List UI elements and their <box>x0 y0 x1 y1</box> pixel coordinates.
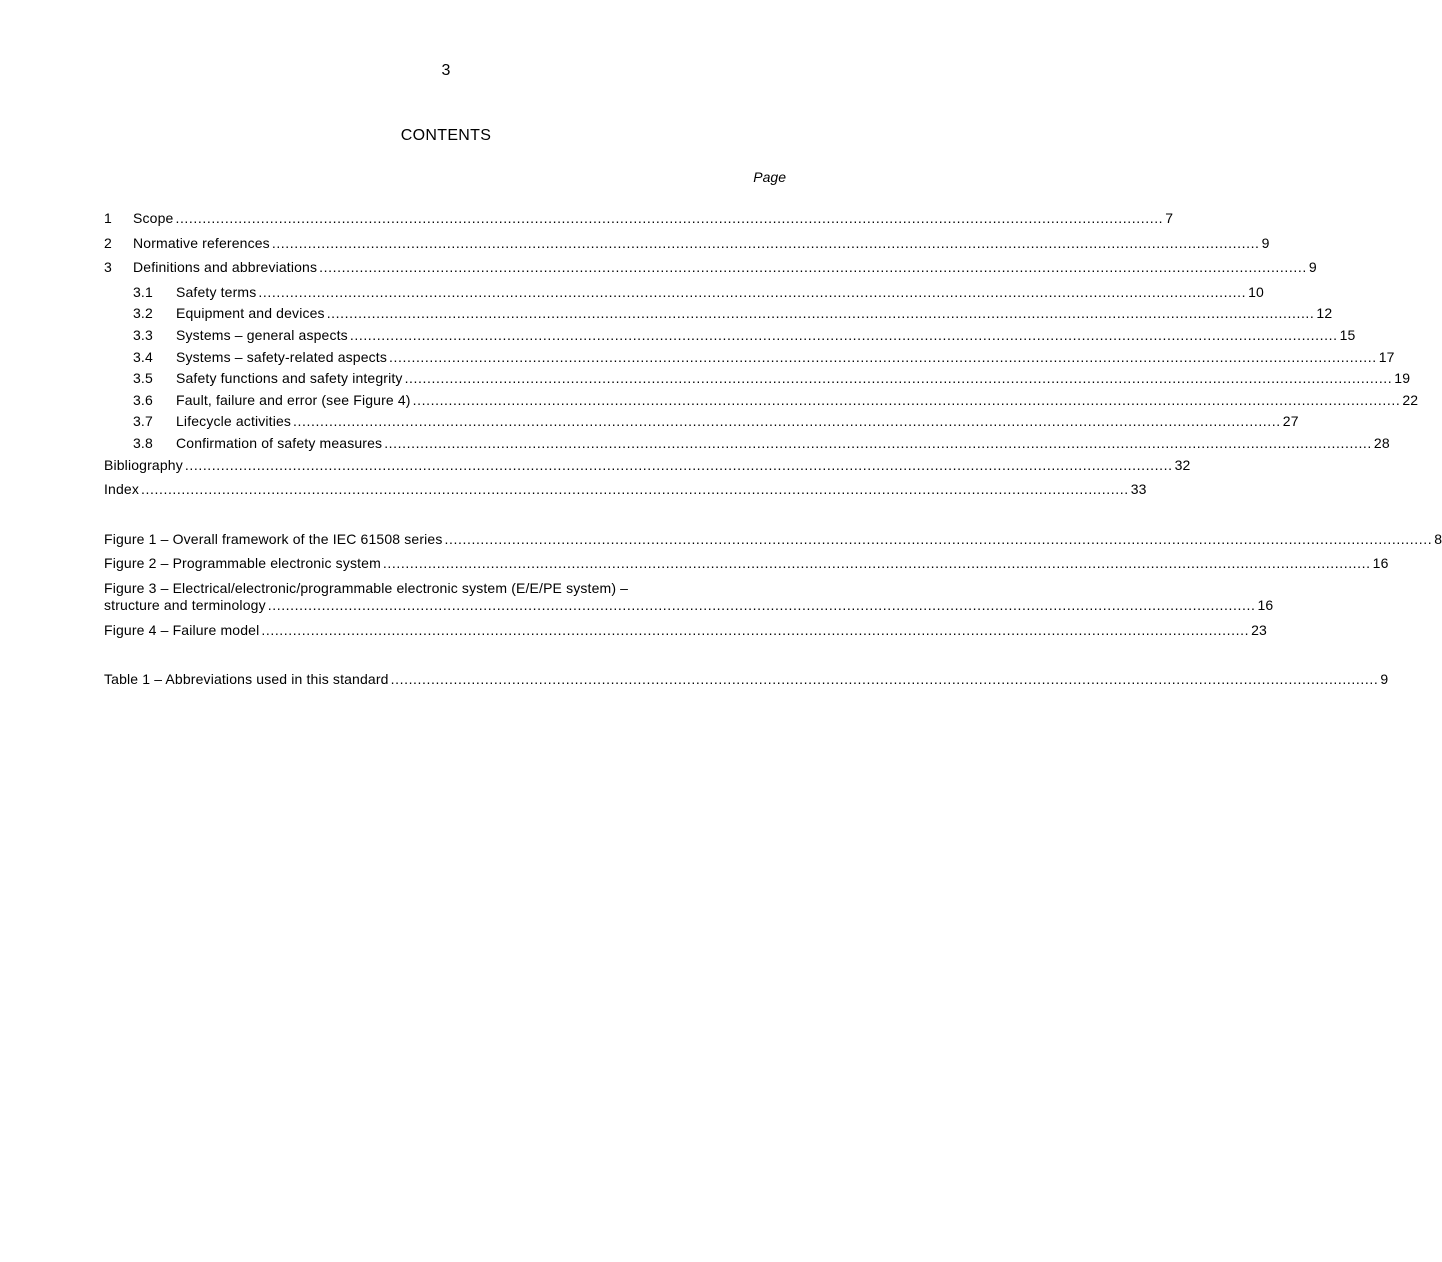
toc-entry-3-2[interactable] <box>133 304 1333 322</box>
dot-leader: ............................................................................................................................................................................................................................ <box>349 327 1338 343</box>
figure-entry-page: 16 <box>1372 555 1389 571</box>
toc-entry-label: Lifecycle activities <box>176 413 292 429</box>
toc-entry-label: Safety terms <box>176 284 257 300</box>
figure-entry-page: 23 <box>1251 622 1267 638</box>
dot-leader: ............................................................................................................................................................................................................................ <box>293 413 1281 429</box>
table-entry-page: 9 <box>1380 671 1389 687</box>
figure-entry-label: structure and terminology <box>104 597 266 613</box>
toc-entry-number: 3.8 <box>133 435 153 451</box>
toc-entry-page: 27 <box>1282 413 1299 429</box>
figure-entry-3[interactable] <box>104 596 1274 614</box>
dot-leader: ............................................................................................................................................................................................................................ <box>444 531 1433 547</box>
table-entry-1[interactable] <box>104 670 1389 688</box>
toc-entry-3-5[interactable] <box>133 369 1411 387</box>
toc-entry-page: 19 <box>1394 370 1411 386</box>
toc-entry-page: 28 <box>1373 435 1390 451</box>
toc-entry-number: 3.3 <box>133 327 153 343</box>
dot-leader: ............................................................................................................................................................................................................................ <box>141 481 1129 497</box>
toc-entry-page: 7 <box>1165 210 1174 226</box>
dot-leader: ............................................................................................................................................................................................................................ <box>326 305 1315 321</box>
dot-leader: ............................................................................................................................................................................................................................ <box>271 235 1260 251</box>
toc-entry-number: 3.2 <box>133 305 153 321</box>
dot-leader: ............................................................................................................................................................................................................................ <box>390 671 1379 687</box>
toc-entry-page: 12 <box>1316 305 1333 321</box>
dot-leader: ............................................................................................................................................................................................................................ <box>267 597 1256 613</box>
figure-entry-label: Figure 1 – Overall framework of the IEC 61508 series <box>104 531 443 547</box>
toc-entry-number: 2 <box>104 235 112 251</box>
toc-entry-label: Systems – safety-related aspects <box>176 349 387 365</box>
toc-entry-label: Fault, failure and error (see Figure 4) <box>176 392 411 408</box>
dot-leader: ............................................................................................................................................................................................................................ <box>258 284 1247 300</box>
figure-entry-4[interactable] <box>104 621 1267 639</box>
page-column-label: Page <box>753 169 786 185</box>
toc-entry-page: 9 <box>1261 235 1270 251</box>
dot-leader: ............................................................................................................................................................................................................................ <box>261 622 1250 638</box>
dot-leader: ............................................................................................................................................................................................................................ <box>384 435 1372 451</box>
toc-entry-page: 10 <box>1248 284 1264 300</box>
toc-entry-page: 33 <box>1130 481 1147 497</box>
toc-entry-page: 17 <box>1378 349 1395 365</box>
dot-leader: ............................................................................................................................................................................................................................ <box>389 349 1377 365</box>
toc-entry-number: 3.6 <box>133 392 153 408</box>
toc-entry-3-7[interactable] <box>133 412 1299 430</box>
toc-entry-bibliography[interactable] <box>104 456 1191 474</box>
toc-entry-page: 22 <box>1402 392 1419 408</box>
table-entry-label: Table 1 – Abbreviations used in this standard <box>104 671 389 687</box>
figure-entry-label: Figure 2 – Programmable electronic system <box>104 555 381 571</box>
toc-entry-number: 3.7 <box>133 413 153 429</box>
toc-entry-page: 32 <box>1174 457 1191 473</box>
toc-entry-number: 3.5 <box>133 370 153 386</box>
toc-entry-3-4[interactable] <box>133 348 1395 366</box>
toc-entry-label: Safety functions and safety integrity <box>176 370 403 386</box>
figure-entry-3-line1[interactable]: Figure 3 – Electrical/electronic/programmable electronic system (E/E/PE system) – <box>104 580 629 596</box>
page-title: CONTENTS <box>400 127 492 144</box>
figure-entry-2[interactable] <box>104 554 1389 572</box>
toc-entry-label: Normative references <box>133 235 270 251</box>
toc-entry-number: 3.4 <box>133 349 153 365</box>
toc-entry-normative-references[interactable] <box>104 234 1270 252</box>
toc-entry-label: Equipment and devices <box>176 305 325 321</box>
toc-entry-number: 1 <box>104 210 112 226</box>
toc-entry-number: 3.1 <box>133 284 153 300</box>
figure-entry-label: Figure 4 – Failure model <box>104 622 260 638</box>
toc-entry-page: 15 <box>1339 327 1356 343</box>
toc-entry-3-6[interactable] <box>133 391 1419 409</box>
toc-entry-scope[interactable] <box>104 209 1174 227</box>
dot-leader: ............................................................................................................................................................................................................................ <box>319 259 1307 275</box>
toc-entry-label: Systems – general aspects <box>176 327 348 343</box>
toc-entry-3-8[interactable] <box>133 434 1390 452</box>
toc-entry-label: Definitions and abbreviations <box>133 259 318 275</box>
toc-entry-3-1[interactable] <box>133 283 1264 301</box>
toc-entry-label: Index <box>104 481 139 497</box>
figure-entry-page: 16 <box>1257 597 1274 613</box>
toc-entry-label: Confirmation of safety measures <box>176 435 383 451</box>
figure-entry-1[interactable] <box>104 530 1442 548</box>
toc-entry-page: 9 <box>1308 259 1317 275</box>
page-number: 3 <box>441 62 451 79</box>
dot-leader: ............................................................................................................................................................................................................................ <box>382 555 1371 571</box>
dot-leader: ............................................................................................................................................................................................................................ <box>184 457 1173 473</box>
toc-entry-label: Bibliography <box>104 457 183 473</box>
toc-entry-number: 3 <box>104 259 112 275</box>
toc-entry-definitions[interactable] <box>104 258 1317 276</box>
toc-entry-3-3[interactable] <box>133 326 1356 344</box>
dot-leader: ............................................................................................................................................................................................................................ <box>404 370 1393 386</box>
toc-entry-label: Scope <box>133 210 174 226</box>
toc-entry-index[interactable] <box>104 480 1147 498</box>
dot-leader: ............................................................................................................................................................................................................................ <box>175 210 1164 226</box>
figure-entry-page: 8 <box>1434 531 1442 547</box>
dot-leader: ............................................................................................................................................................................................................................ <box>412 392 1401 408</box>
